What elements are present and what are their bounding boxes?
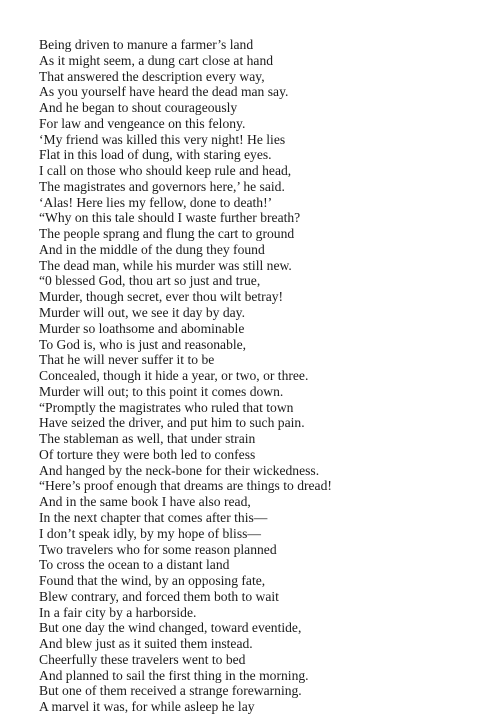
poem-line: Murder will out; to this point it comes down.	[39, 383, 284, 399]
poem-line: “Here’s proof enough that dreams are things to dread!	[39, 478, 332, 494]
poem-line: “Why on this tale should I waste further breath?	[39, 210, 301, 226]
poem-line: As you yourself have heard the dead man say.	[39, 84, 289, 100]
poem-line: For law and vengeance on this felony.	[39, 115, 246, 131]
poem-line: Of torture they were both led to confess	[39, 446, 256, 462]
poem-line: Flat in this load of dung, with staring eyes.	[39, 147, 272, 163]
poem-line: Concealed, though it hide a year, or two, or three.	[39, 368, 309, 384]
poem-line: “0 blessed God, thou art so just and true,	[39, 273, 261, 289]
poem-line: Blew contrary, and forced them both to wait	[39, 588, 279, 604]
poem-text-block	[39, 37, 332, 715]
poem-line: “Promptly the magistrates who ruled that town	[39, 399, 294, 415]
poem-line: The people sprang and flung the cart to ground	[39, 226, 295, 242]
poem-line: And blew just as it suited them instead.	[39, 636, 253, 652]
poem-line: Murder so loathsome and abominable	[39, 320, 245, 336]
poem-line: And in the middle of the dung they found	[39, 241, 265, 257]
poem-line: Cheerfully these travelers went to bed	[39, 651, 246, 667]
poem-line: Murder will out, we see it day by day.	[39, 305, 245, 321]
poem-line: But one day the wind changed, toward eventide,	[39, 620, 302, 636]
poem-line: The dead man, while his murder was still new.	[39, 257, 292, 273]
poem-line: Found that the wind, by an opposing fate,	[39, 573, 266, 589]
poem-line: The stableman as well, that under strain	[39, 431, 256, 447]
poem-line: I call on those who should keep rule and head,	[39, 163, 292, 179]
poem-line: That he will never suffer it to be	[39, 352, 215, 368]
poem-line: As it might seem, a dung cart close at hand	[39, 52, 274, 68]
poem-line: Two travelers who for some reason planned	[39, 541, 277, 557]
poem-line: In the next chapter that comes after this—	[39, 509, 268, 525]
poem-line: I don’t speak idly, by my hope of bliss—	[39, 525, 262, 541]
poem-line: And in the same book I have also read,	[39, 494, 251, 510]
poem-line: And planned to sail the first thing in the morning.	[39, 667, 309, 683]
poem-line: The magistrates and governors here,’ he said.	[39, 178, 285, 194]
poem-line: But one of them received a strange forewarning.	[39, 683, 302, 699]
poem-line: ‘Alas! Here lies my fellow, done to death!’	[39, 194, 273, 210]
poem-line: In a fair city by a harborside.	[39, 604, 197, 620]
poem-line: Being driven to manure a farmer’s land	[39, 37, 254, 52]
poem-line: And hanged by the neck-bone for their wickedness.	[39, 462, 320, 478]
poem-line: That answered the description every way,	[39, 68, 265, 84]
poem-line: To God is, who is just and reasonable,	[39, 336, 247, 352]
poem-line: Murder, though secret, ever thou wilt betray!	[39, 289, 284, 305]
poem-line: To cross the ocean to a distant land	[39, 557, 230, 573]
poem-line: Have seized the driver, and put him to such pain.	[39, 415, 305, 431]
poem-line: A marvel it was, for while asleep he lay	[39, 699, 255, 715]
poem-line: ‘My friend was killed this very night! He lies	[39, 131, 286, 147]
poem-line: And he began to shout courageously	[39, 100, 238, 116]
